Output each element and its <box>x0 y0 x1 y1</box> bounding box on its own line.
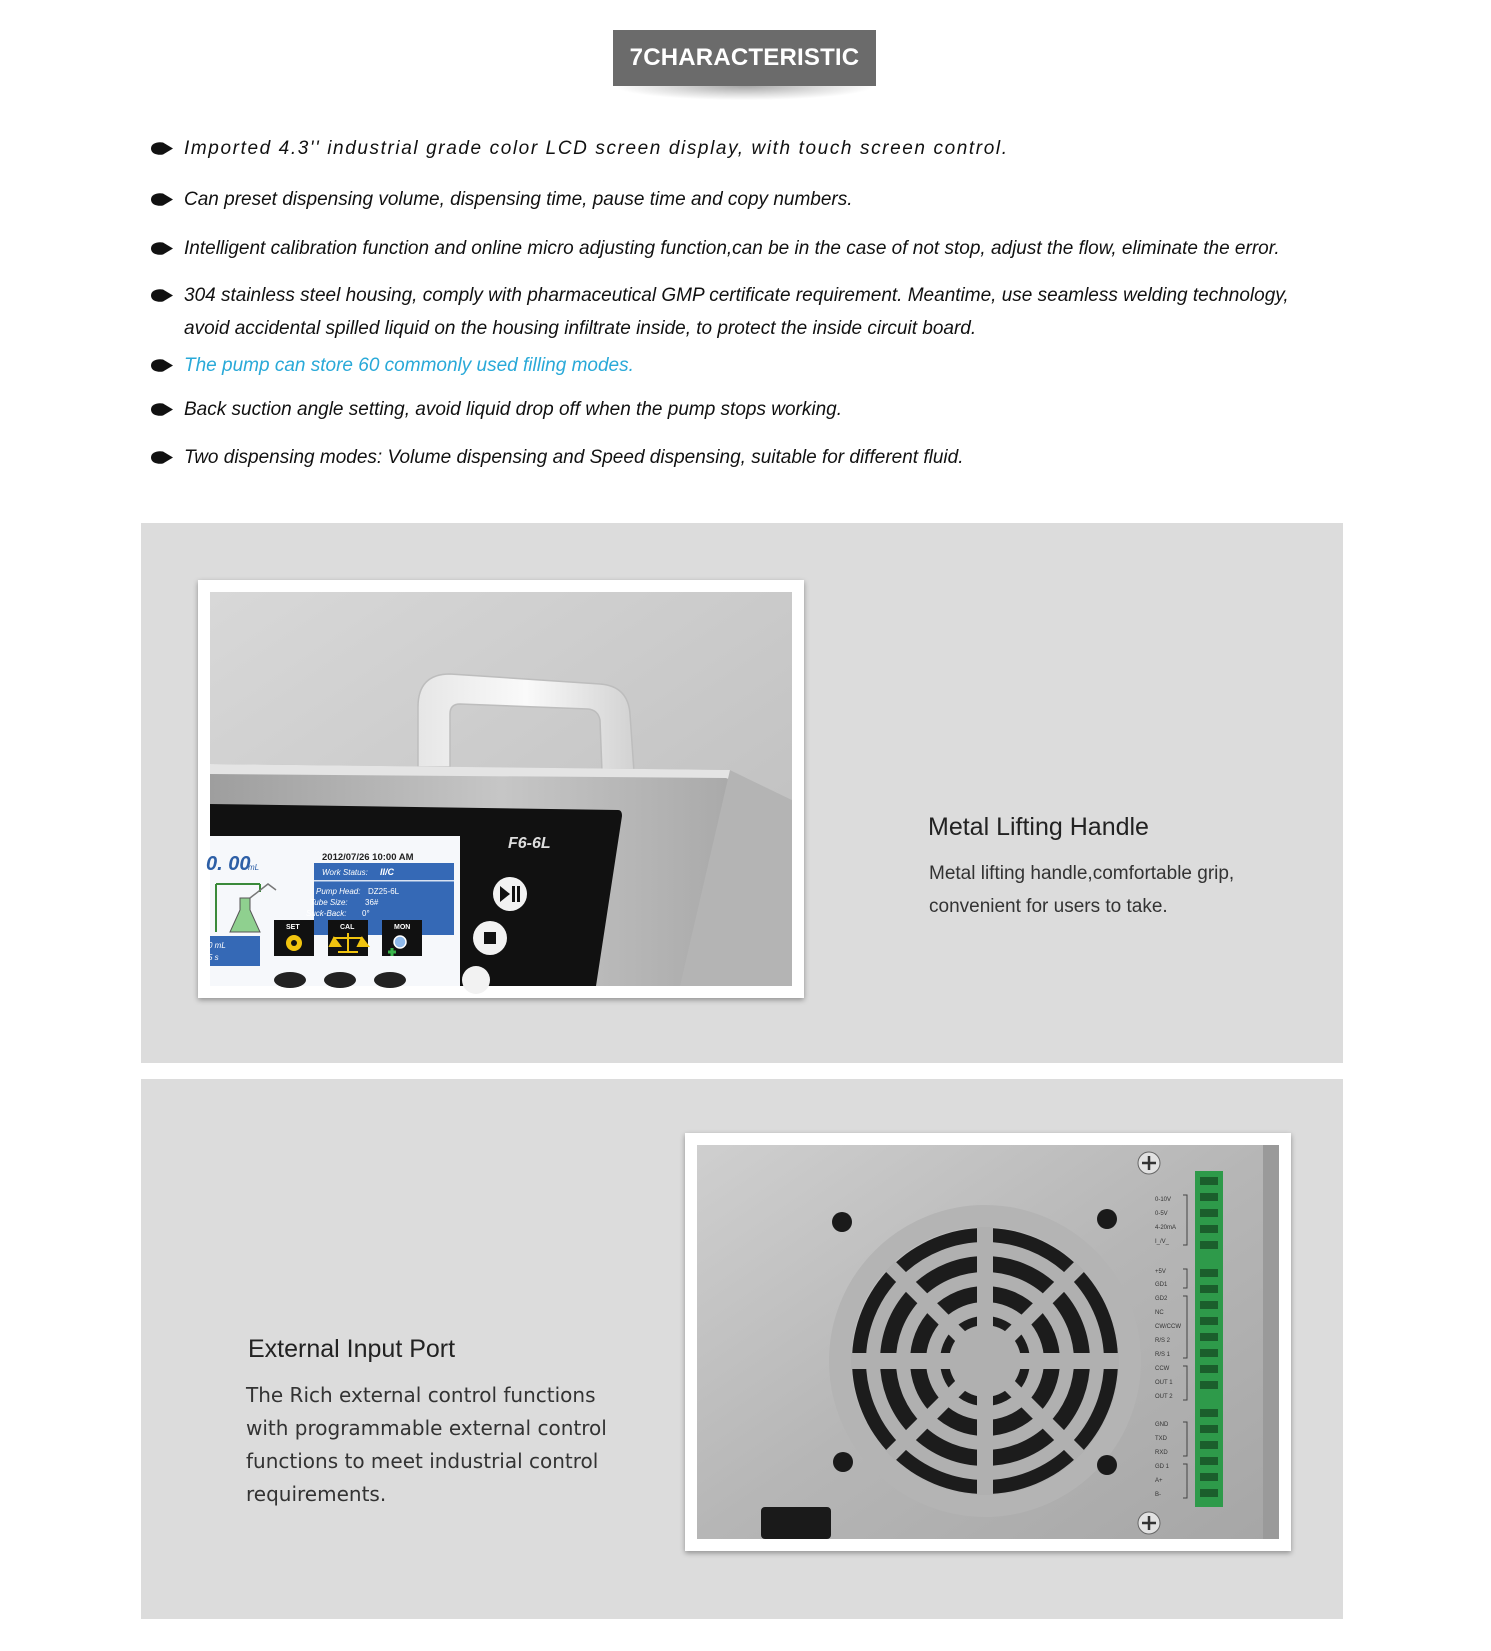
port-desc-line: with programmable external control <box>246 1416 607 1440</box>
terminal-pin <box>1200 1349 1218 1357</box>
model-label: F6-6L <box>508 835 551 852</box>
work-status-value: II/C <box>380 867 395 877</box>
feature-text: 304 stainless steel housing, comply with pharmaceutical GMP certificate requirement. Meantime, use seamless welding technology, <box>184 285 1289 306</box>
handle-desc-line: Metal lifting handle,comfortable grip, <box>929 863 1235 884</box>
terminal-label: OUT 1 <box>1155 1380 1173 1386</box>
port-title: External Input Port <box>248 1335 456 1363</box>
right-frame <box>1263 1145 1279 1539</box>
bullet-icon <box>150 358 174 373</box>
feature-item-highlight <box>150 349 1390 382</box>
mount-hole <box>833 1452 853 1472</box>
feature-item <box>150 393 1390 426</box>
lower-button <box>462 966 490 994</box>
terminal-pin <box>1200 1425 1218 1433</box>
handle-description <box>929 857 1234 923</box>
terminal-pin <box>1200 1225 1218 1233</box>
handle-panel <box>141 523 1343 1063</box>
terminal-pins <box>1200 1177 1218 1497</box>
terminal-pin <box>1200 1177 1218 1185</box>
section-title: 7CHARACTERISTIC <box>613 30 876 86</box>
terminal-pin <box>1200 1333 1218 1341</box>
bullet-icon <box>150 141 174 156</box>
bullet-icon <box>150 288 174 303</box>
terminal-pin <box>1200 1409 1218 1417</box>
feature-text: Intelligent calibration function and online micro adjusting function,can be in the case of not stop, adjust the flow, eliminate the error. <box>184 238 1280 259</box>
set-label: SET <box>286 924 300 931</box>
port-photo-frame <box>685 1133 1291 1551</box>
terminal-label: 4-20mA <box>1155 1225 1177 1231</box>
terminal-pin <box>1200 1209 1218 1217</box>
gear-icon-hole <box>291 940 297 946</box>
port-description <box>246 1379 607 1511</box>
title-shadow <box>617 86 872 100</box>
port-panel <box>141 1079 1343 1619</box>
terminal-pin <box>1200 1301 1218 1309</box>
feature-item-continued <box>150 312 1390 345</box>
terminal-label: R/S 1 <box>1155 1352 1171 1358</box>
bottom-button-3 <box>374 972 406 988</box>
handle-photo-frame <box>198 580 804 998</box>
bottom-button-2 <box>324 972 356 988</box>
terminal-label: GD 1 <box>1155 1464 1170 1470</box>
port-photo <box>697 1145 1279 1539</box>
feature-text: Back suction angle setting, avoid liquid drop off when the pump stops working. <box>184 399 842 420</box>
terminal-label: CCW <box>1155 1366 1170 1372</box>
terminal-label: GD2 <box>1155 1296 1168 1302</box>
terminal-pin <box>1200 1269 1218 1277</box>
mount-hole <box>1097 1455 1117 1475</box>
terminal-pin <box>1200 1241 1218 1249</box>
terminal-label: OUT 2 <box>1155 1394 1173 1400</box>
feature-item <box>150 232 1390 265</box>
feature-item <box>150 441 1390 474</box>
port-desc-line: The Rich external control functions <box>246 1383 596 1407</box>
terminal-label: R/S 2 <box>1155 1338 1171 1344</box>
terminal-label: A+ <box>1155 1478 1163 1484</box>
terminal-pin <box>1200 1317 1218 1325</box>
tube-size-label: Tube Size: <box>310 898 348 907</box>
terminal-label: B- <box>1155 1492 1161 1498</box>
terminal-label: I_/V_ <box>1155 1239 1170 1245</box>
feature-text: Imported 4.3'' industrial grade color LCD screen display, with touch screen control. <box>184 138 1009 159</box>
left-value-2: 5 s <box>208 953 219 962</box>
suck-back-value: 0° <box>362 909 370 918</box>
status-divider <box>314 880 454 882</box>
volume-unit: mL <box>248 863 260 872</box>
mount-hole <box>1097 1209 1117 1229</box>
terminal-label: 0-5V <box>1155 1211 1168 1217</box>
section-title-badge <box>613 30 876 100</box>
stop-icon <box>484 932 496 944</box>
volume-text: 0. 00 <box>206 853 251 875</box>
terminal-pin <box>1200 1285 1218 1293</box>
port-desc-line: requirements. <box>246 1482 387 1506</box>
bottom-button-1 <box>274 972 306 988</box>
terminal-label: TXD <box>1155 1436 1167 1442</box>
handle-title: Metal Lifting Handle <box>928 813 1149 841</box>
work-status-label: Work Status: <box>322 868 368 877</box>
pump-head-value: DZ25-6L <box>368 887 400 896</box>
feature-text: Two dispensing modes: Volume dispensing and Speed dispensing, suitable for different fluid. <box>184 447 964 468</box>
feature-text: Can preset dispensing volume, dispensing time, pause time and copy numbers. <box>184 189 853 210</box>
handle-photo <box>206 592 792 986</box>
terminal-pin <box>1200 1441 1218 1449</box>
terminal-pin <box>1200 1457 1218 1465</box>
port-desc-line: functions to meet industrial control <box>246 1449 599 1473</box>
pump-rear-illustration <box>697 1145 1279 1539</box>
tube-size-value: 36# <box>365 898 379 907</box>
feature-item <box>150 279 1390 312</box>
pump-head-label: Pump Head: <box>316 887 361 896</box>
terminal-pin <box>1200 1365 1218 1373</box>
bullet-icon <box>150 402 174 417</box>
terminal-label: NC <box>1155 1310 1164 1316</box>
mount-hole <box>832 1212 852 1232</box>
terminal-pin <box>1200 1381 1218 1389</box>
terminal-label: RXD <box>1155 1450 1168 1456</box>
feature-text: The pump can store 60 commonly used filling modes. <box>184 355 634 376</box>
terminal-label: 0-10V <box>1155 1197 1172 1203</box>
terminal-pin <box>1200 1489 1218 1497</box>
terminal-label: +5V <box>1155 1269 1166 1275</box>
magnifier-icon <box>394 936 406 948</box>
cal-label: CAL <box>340 924 355 931</box>
terminal-pin <box>1200 1473 1218 1481</box>
terminal-pin <box>1200 1193 1218 1201</box>
bullet-icon <box>150 241 174 256</box>
terminal-label: GND <box>1155 1422 1169 1428</box>
left-value-1: 0 mL <box>208 941 226 950</box>
suck-back-label: Suck-Back: <box>306 909 347 918</box>
pump-front-illustration <box>206 592 792 986</box>
feature-item <box>150 132 1390 165</box>
handle-desc-line: convenient for users to take. <box>929 896 1168 917</box>
feature-item <box>150 183 1390 216</box>
datetime-text: 2012/07/26 10:00 AM <box>322 852 414 863</box>
bottom-connector <box>761 1507 831 1539</box>
terminal-label: GD1 <box>1155 1282 1168 1288</box>
bullet-icon <box>150 450 174 465</box>
terminal-label: CW/CCW <box>1155 1324 1181 1330</box>
bullet-icon <box>150 192 174 207</box>
feature-text: avoid accidental spilled liquid on the housing infiltrate inside, to protect the inside circuit board. <box>184 318 977 339</box>
mon-label: MON <box>394 924 411 931</box>
